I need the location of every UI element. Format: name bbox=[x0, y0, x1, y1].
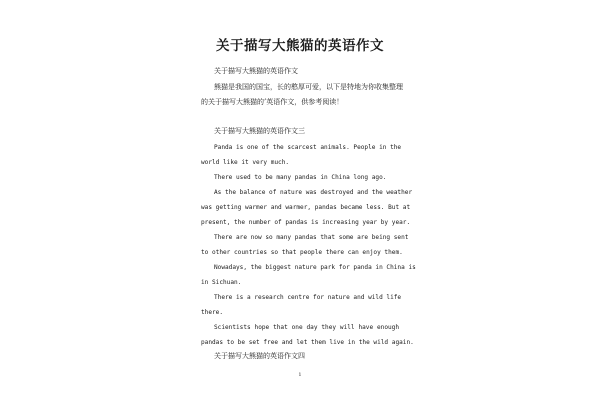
essay-line: pandas to be set free and let them live in the wild again. bbox=[201, 339, 414, 346]
page-number: 1 bbox=[298, 372, 302, 378]
essay-line: There is a research centre for nature and wild life bbox=[214, 294, 402, 301]
section-heading-4: 关于描写大熊猫的英语作文四 bbox=[214, 352, 305, 360]
essay-line: was getting warmer and warmer, pandas became less. But at bbox=[201, 204, 411, 211]
section-heading-3: 关于描写大熊猫的英语作文三 bbox=[214, 127, 305, 135]
essay-line: there. bbox=[201, 309, 224, 316]
essay-line: As the balance of nature was destroyed and the weather bbox=[214, 189, 413, 196]
subtitle-line: 关于描写大熊猫的英语作文 bbox=[214, 67, 298, 75]
essay-line: to other countries so that people there can enjoy them. bbox=[201, 249, 403, 256]
intro-line-2: 的关于描写大熊猫的’英语作文，供参考阅读！ bbox=[201, 98, 344, 106]
essay-line: Panda is one of the scarcest animals. People in the bbox=[214, 144, 402, 151]
intro-line-1: 熊猫是我国的国宝，长的憨厚可爱，以下是特地为你收集整理 bbox=[214, 83, 403, 91]
essay-line: world like it very much. bbox=[201, 159, 290, 166]
essay-line: in Sichuan. bbox=[201, 279, 242, 286]
essay-line: present, the number of pandas is increasing year by year. bbox=[201, 219, 411, 226]
essay-line: Nowadays, the biggest nature park for panda in China is bbox=[214, 264, 416, 271]
essay-line: Scientists hope that one day they will have enough bbox=[214, 324, 399, 331]
essay-line: There are now so many pandas that some are being sent bbox=[214, 234, 409, 241]
document-title: 关于描写大熊猫的英语作文 bbox=[216, 38, 384, 54]
essay-line: There used to be many pandas in China long ago. bbox=[214, 174, 387, 181]
